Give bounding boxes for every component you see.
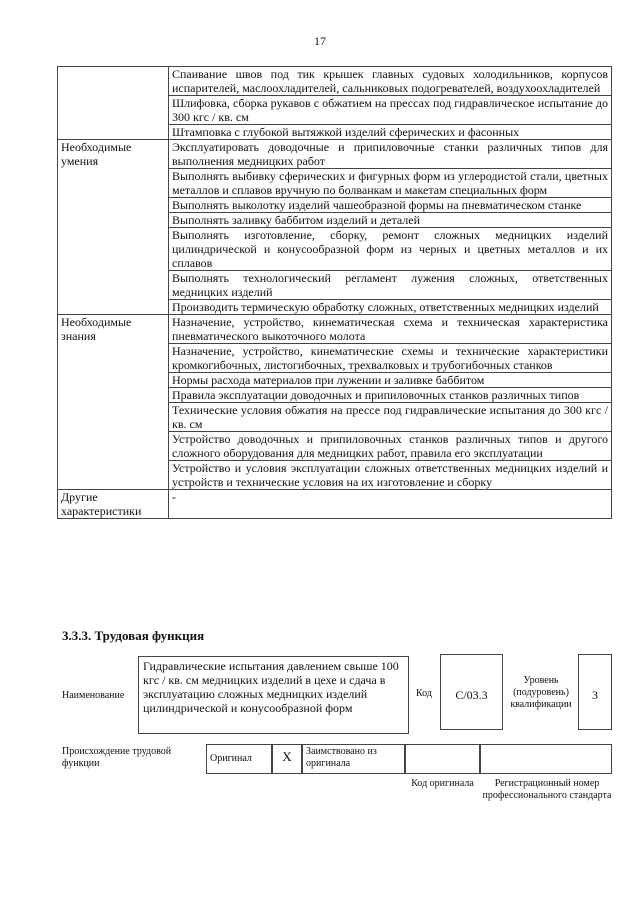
row-group-label: Другие характеристики: [58, 490, 169, 519]
section-title: 3.3.3. Трудовая функция: [62, 628, 205, 643]
borrowed-label: Заимствовано из оригинала: [306, 746, 377, 769]
reg-number-caption: Регистрационный номер профессионального стандарта: [482, 778, 612, 801]
reg-number-field: [480, 744, 612, 774]
code-value-field: С/03.3: [440, 654, 503, 730]
table-cell: Выполнять заливку баббитом изделий и деталей: [169, 213, 612, 228]
origin-label: Происхождение трудовой функции: [62, 746, 172, 769]
original-label: Оригинал: [210, 753, 252, 764]
level-label: Уровень (подуровень) квалификации: [510, 675, 572, 710]
table-cell: Производить термическую обработку сложных, ответственных медницких изделий: [169, 300, 612, 315]
table-row: [58, 315, 612, 344]
table-row: [58, 140, 612, 169]
table-cell: Штамповка с глубокой вытяжкой изделий сферических и фасонных: [169, 125, 612, 140]
table-cell: Назначение, устройство, кинематические схемы и технические характеристики кромкогибочных, листогибочных, трехвалковых и трубогибочных станков: [169, 344, 612, 373]
table-cell: Нормы расхода материалов при лужении и заливке баббитом: [169, 373, 612, 388]
original-mark: X: [272, 744, 302, 774]
table-cell: Устройство и условия эксплуатации сложных ответственных медницких изделий и устройств и технические условия на их изготовление и сборку: [169, 461, 612, 490]
table-cell: Выполнять выбивку сферических и фигурных форм из углеродистой стали, цветных металлов и сплавов вручную по болванкам и макетам специальных форм: [169, 169, 612, 198]
row-group-label: Необходимые знания: [58, 315, 169, 490]
borrowed-cell: [302, 744, 405, 774]
table-cell: -: [169, 490, 612, 519]
level-value-field: 3: [578, 654, 612, 730]
table-cell: Эксплуатировать доводочные и припиловочные станки различных типов для выполнения медницких работ: [169, 140, 612, 169]
table-cell: Назначение, устройство, кинематическая схема и техническая характеристика пневматического выкоточного молота: [169, 315, 612, 344]
origin-code-caption: Код оригинала: [411, 778, 474, 789]
code-label: Код: [416, 688, 432, 699]
table-cell: Спаивание швов под тик крышек главных судовых холодильников, корпусов испарителей, маслоохладителей, сальниковых подогревателей, воздухоохладителей: [169, 67, 612, 96]
origin-code-field: [405, 744, 480, 774]
name-label: Наименование: [62, 690, 125, 701]
table-row: [58, 490, 612, 519]
row-group-label: Необходимые умения: [58, 140, 169, 315]
row-group-label: [58, 67, 169, 140]
table-cell: Устройство доводочных и припиловочных станков различных типов и другого сложного оборудования для медницких работ, правила его эксплуатации: [169, 432, 612, 461]
table-row: [58, 67, 612, 96]
table-cell: Шлифовка, сборка рукавов с обжатием на прессах под гидравлическое испытание до 300 кгс / кв. см: [169, 96, 612, 125]
table-cell: Технические условия обжатия на прессе под гидравлические испытания до 300 кгс / кв. см: [169, 403, 612, 432]
table-cell: Правила эксплуатации доводочных и припиловочных станков различных типов: [169, 388, 612, 403]
original-cell: [206, 744, 272, 774]
competency-table: [57, 66, 612, 519]
page-number: 17: [314, 34, 326, 48]
function-name-field: Гидравлические испытания давлением свыше 100 кгс / кв. см медницких изделий в цехе и сдача в эксплуатацию сложных медницких изделий цилиндрической и конусообразной форм: [138, 656, 409, 734]
table-cell: Выполнять технологический регламент лужения сложных, ответственных медницких изделий: [169, 271, 612, 300]
table-cell: Выполнять изготовление, сборку, ремонт сложных медницких изделий цилиндрической и конусообразной форм из черных и цветных металлов и их сплавов: [169, 228, 612, 271]
table-cell: Выполнять выколотку изделий чашеобразной формы на пневматическом станке: [169, 198, 612, 213]
